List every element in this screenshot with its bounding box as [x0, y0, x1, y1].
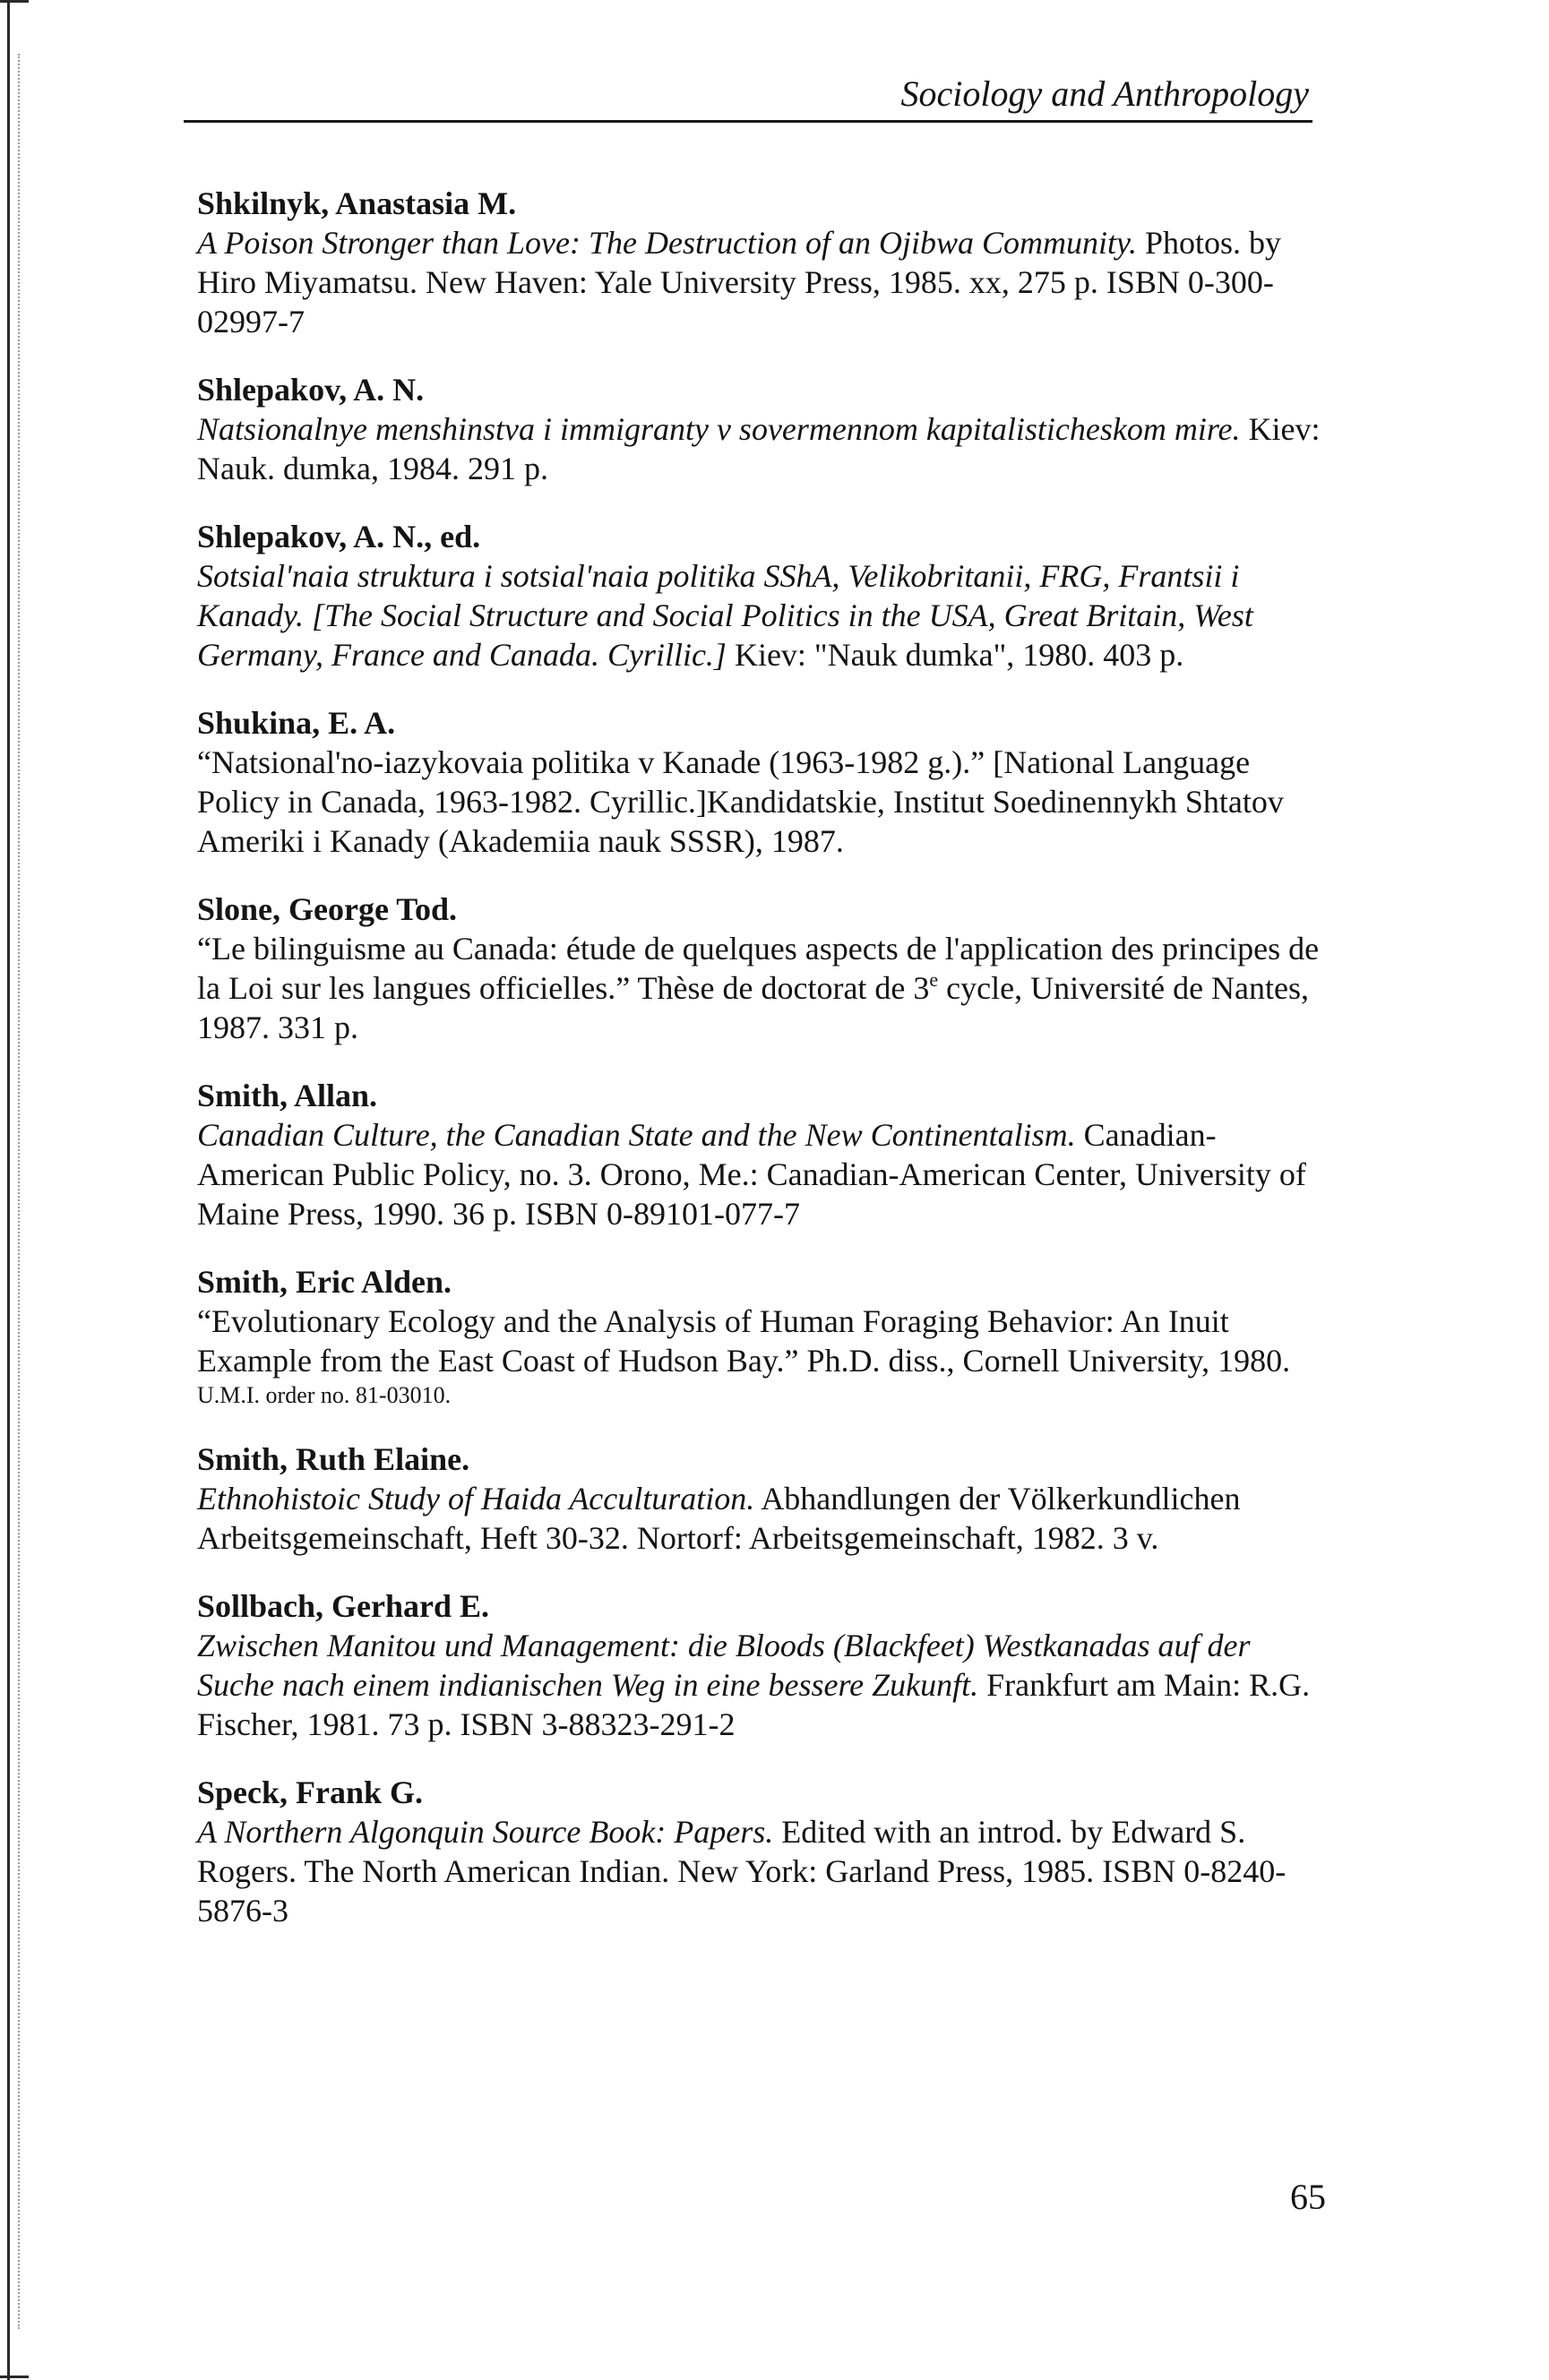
entry-details: Photos. by Hiro Miyamatsu. New Haven: Yale University Press, 1985. xx, 275 p. ISBN 0-300-02997-7: [197, 225, 1282, 339]
entry-title: A Northern Algonquin Source Book: Papers.: [197, 1814, 774, 1850]
entry-details: Canadian-American Public Policy, no. 3. Orono, Me.: Canadian-American Center, University of Maine Press, 1990. 36 p. ISBN 0-89101-077-7: [197, 1117, 1306, 1232]
entry-details: Abhandlungen der Völkerkundlichen Arbeitsgemeinschaft, Heft 30-32. Nortorf: Arbeitsgemeinschaft, 1982. 3 v.: [197, 1481, 1241, 1556]
entry-author: Shkilnyk, Anastasia M.: [197, 185, 517, 221]
entry-author: Shukina, E. A.: [197, 705, 396, 741]
entry-details: Edited with an introd. by Edward S. Rogers. The North American Indian. New York: Garland Press, 1985. ISBN 0-8240-5876-3: [197, 1814, 1287, 1929]
entry-citation: [197, 743, 1335, 861]
binding-dotted-line: [18, 54, 22, 2329]
entry-title: Zwischen Manitou und Management: die Bloods (Blackfeet) Westkanadas auf der Suche nach einem indianischen Weg in eine bessere Zukunft.: [197, 1628, 1251, 1703]
entry-author: Shlepakov, A. N., ed.: [197, 519, 481, 554]
entry-details: “Natsional'no-iazykovaia politika v Kanade (1963-1982 g.).” [National Language Policy in Canada, 1963-1982. Cyrillic.]Kandidatskie, Institut Soedinennykh Shtatov Ameriki i Kanady (Akademiia nauk SSSR), 1987.: [197, 744, 1284, 859]
entry-citation: [197, 1812, 1335, 1930]
binding-bottom-tick: [0, 2376, 29, 2378]
entry-details: Kiev: Nauk. dumka, 1984. 291 p.: [197, 411, 1321, 486]
binding-edge-scan-marks: [0, 0, 36, 2380]
bibliography-entry: [197, 1586, 1335, 1744]
bibliography-entry: [197, 1439, 1335, 1558]
entry-author: Slone, George Tod.: [197, 891, 458, 927]
bibliography-entry: [197, 1076, 1335, 1233]
entry-details: “Le bilinguisme au Canada: étude de quelques aspects de l'application des principes de la Loi sur les langues officielles.” Thèse de doctorat de 3: [197, 931, 1320, 1006]
entry-citation: [197, 1479, 1335, 1558]
superscript-e: e: [929, 968, 939, 991]
entry-title: A Poison Stronger than Love: The Destruction of an Ojibwa Community.: [197, 225, 1137, 261]
bibliography-entry: [197, 1262, 1335, 1411]
entry-author: Speck, Frank G.: [197, 1774, 424, 1810]
page-number: 65: [1290, 2177, 1326, 2217]
entry-title: Natsionalnye menshinstva i immigranty v sovermennom kapitalisticheskom mire.: [197, 411, 1241, 447]
entry-author: Smith, Ruth Elaine.: [197, 1441, 470, 1477]
entry-author: Smith, Eric Alden.: [197, 1264, 452, 1300]
entry-details: “Evolutionary Ecology and the Analysis of Human Foraging Behavior: An Inuit Example from the East Coast of Hudson Bay.” Ph.D. diss., Cornell University, 1980.: [197, 1303, 1291, 1379]
entry-order-note: U.M.I. order no. 81-03010.: [197, 1382, 452, 1408]
binding-top-tick: [0, 0, 29, 3]
bibliography-entry: [197, 517, 1335, 674]
binding-vertical-line: [7, 0, 10, 2380]
running-header: [184, 73, 1312, 123]
entry-details: Frankfurt am Main: R.G. Fischer, 1981. 73 p. ISBN 3-88323-291-2: [197, 1667, 1311, 1742]
entry-citation: [197, 929, 1335, 1047]
entry-author: Smith, Allan.: [197, 1078, 378, 1113]
bibliography-list: [197, 184, 1335, 1959]
bibliography-entry: [197, 1773, 1335, 1930]
entry-title: Canadian Culture, the Canadian State and the New Continentalism.: [197, 1117, 1076, 1153]
entry-citation: [197, 409, 1335, 488]
entry-title: Sotsial'naia struktura i sotsial'naia politika SShA, Velikobritanii, FRG, Frantsii i Kanady. [The Social Structure and Social Politics in the USA, Great Britain, West Germany, France and Canada. Cyrillic.]: [197, 558, 1253, 673]
entry-citation: [197, 1626, 1335, 1744]
entry-details-continued: cycle, Université de Nantes, 1987. 331 p.: [197, 970, 1310, 1045]
entry-details: Kiev: "Nauk dumka", 1980. 403 p.: [734, 637, 1184, 673]
entry-citation: [197, 556, 1335, 674]
bibliography-entry: [197, 370, 1335, 488]
bibliography-entry: [197, 703, 1335, 861]
entry-title: Ethnohistoic Study of Haida Acculturation.: [197, 1481, 755, 1516]
entry-author: Shlepakov, A. N.: [197, 372, 425, 408]
bibliography-entry: [197, 889, 1335, 1047]
bibliography-entry: [197, 184, 1335, 341]
entry-citation: [197, 1302, 1335, 1380]
entry-author: Sollbach, Gerhard E.: [197, 1588, 490, 1624]
running-head-title: Sociology and Anthropology: [900, 73, 1309, 114]
entry-citation: [197, 223, 1335, 341]
entry-citation: [197, 1115, 1335, 1233]
